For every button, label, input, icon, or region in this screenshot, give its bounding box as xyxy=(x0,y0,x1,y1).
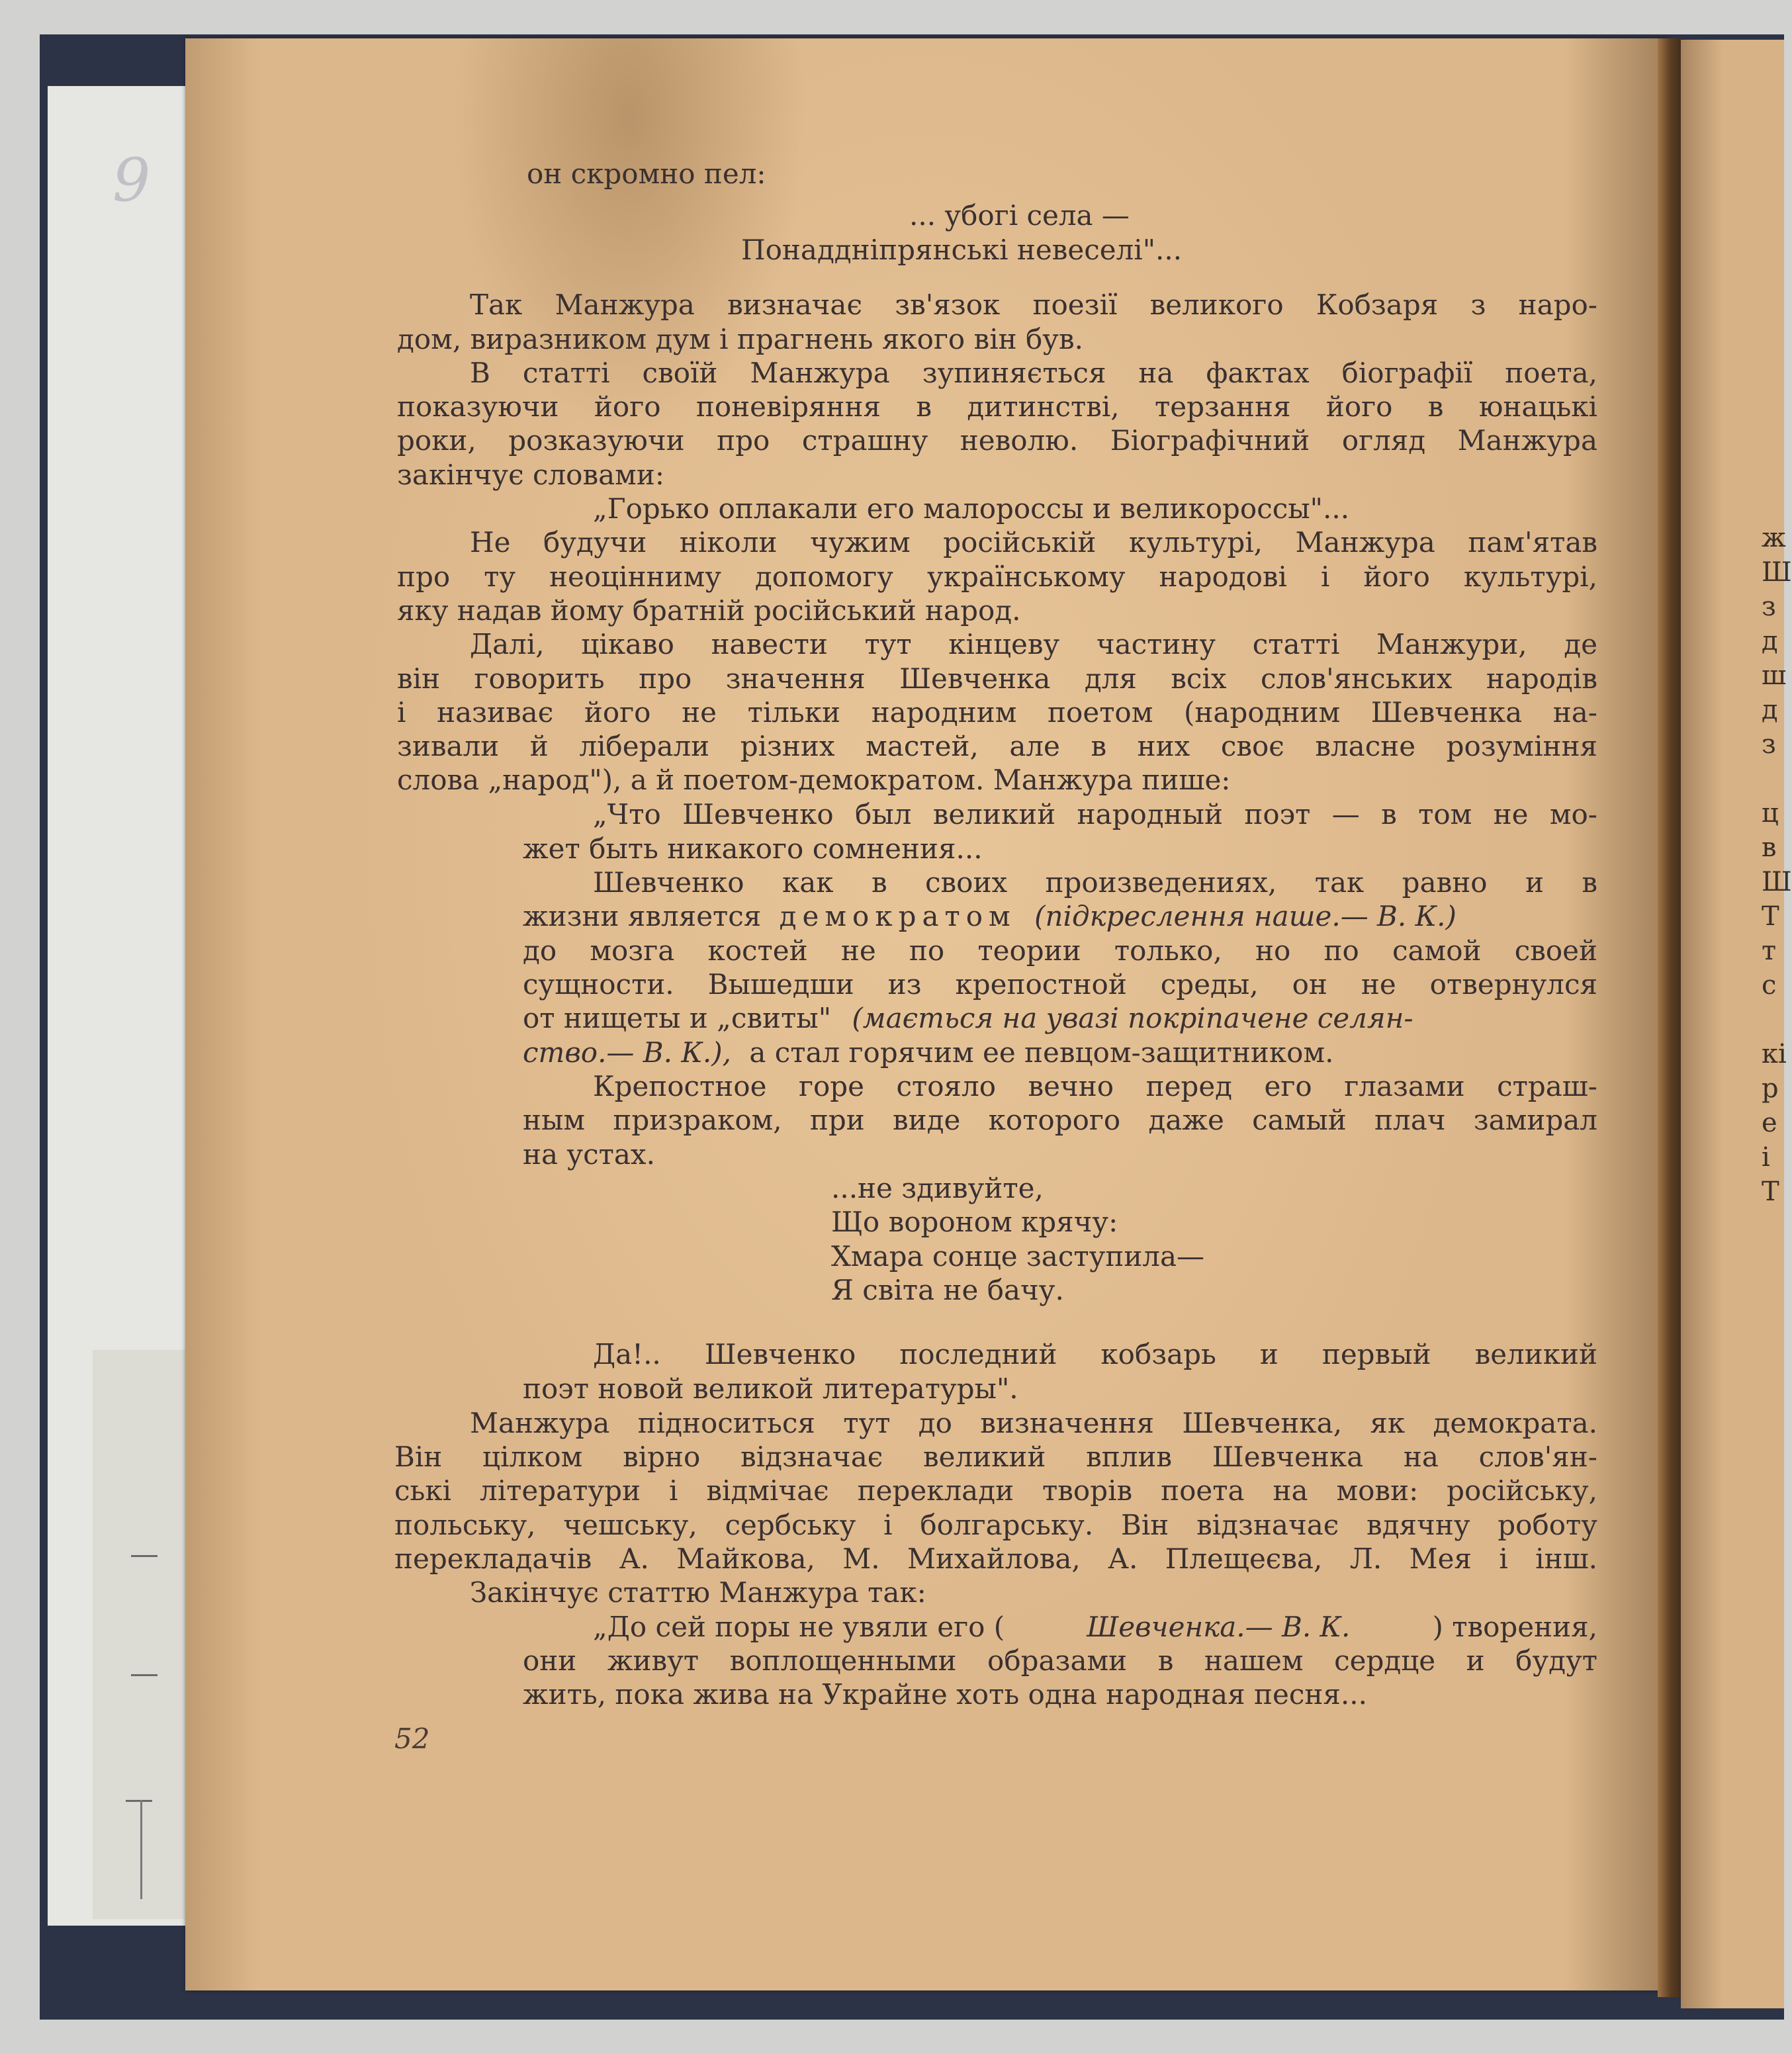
quote-text: от нищеты и „свиты" xyxy=(523,1002,832,1034)
paragraph-line: Він цілком вірно відзначає великий вплив Шевченка на слов'ян- xyxy=(394,1441,1597,1473)
paragraph-line: і називає його не тільки народним поетом (народним Шевченка на- xyxy=(397,696,1597,729)
next-page-text: Т xyxy=(1762,1177,1779,1207)
quote-line: они живут воплощенными образами в нашем сердце и будут xyxy=(523,1644,1597,1677)
next-page-text: ц xyxy=(1762,798,1779,828)
paragraph-line: Далі, цікаво навести тут кінцеву частину статті Манжури, де xyxy=(470,628,1597,660)
quote-line: Крепостное горе стояло вечно перед его глазами страш- xyxy=(593,1070,1597,1102)
paragraph-line: польську, чешську, сербську і болгарську. Він відзначає вдячну роботу xyxy=(394,1509,1597,1541)
book-gutter xyxy=(1658,38,1684,1997)
quote-line: на устах. xyxy=(523,1138,655,1171)
page-number: 52 xyxy=(394,1722,430,1755)
quote-line xyxy=(523,900,1456,932)
quote-text: а стал горячим ее певцом-защитником. xyxy=(749,1036,1334,1069)
quote-line: сущности. Вышедши из крепостной среды, он не отвернулся xyxy=(523,968,1597,1001)
margin-line xyxy=(140,1800,142,1899)
quote-line xyxy=(523,1036,1334,1069)
paragraph-line: Закінчує статтю Манжура так: xyxy=(470,1576,926,1609)
next-page-text: т xyxy=(1762,936,1777,966)
quote-line: „Что Шевченко был великий народный поэт — в том не мо- xyxy=(593,798,1597,830)
next-page-text: с xyxy=(1762,970,1777,1001)
next-page-text: р xyxy=(1762,1073,1779,1104)
paragraph-line: закінчує словами: xyxy=(397,459,664,491)
quote-line: Шевченко как в своих произведениях, так равно и в xyxy=(593,866,1597,899)
poem-line: ...не здивуйте, xyxy=(831,1172,1044,1204)
paragraph-line: роки, розказуючи про страшну неволю. Біографічний огляд Манжура xyxy=(397,424,1597,457)
quote-line xyxy=(523,1002,1413,1034)
next-page-text: ш xyxy=(1762,660,1787,691)
paragraph-line: Манжура підноситься тут до визначення Шевченка, як демократа. xyxy=(470,1407,1597,1439)
next-page-text: е xyxy=(1762,1108,1777,1138)
paragraph-line: дом, виразником дум і прагнень якого він був. xyxy=(397,323,1083,355)
paragraph-line: зивали й ліберали різних мастей, але в них своє власне розуміння xyxy=(397,730,1597,762)
quote-line: жить, пока жива на Украйне хоть одна народная песня... xyxy=(523,1678,1367,1711)
next-page-text: Ш xyxy=(1762,557,1792,588)
paragraph-line: він говорить про значення Шевченка для всіх слов'янських народів xyxy=(397,662,1597,695)
paragraph-line: про ту неоцінниму допомогу українському народові і його культурі, xyxy=(397,560,1597,593)
paragraph-line: Не будучи ніколи чужим російській культурі, Манжура пам'ятав xyxy=(470,526,1597,558)
poem-line: Понаддніпрянські невеселі"... xyxy=(741,234,1183,266)
quote-line: поэт новой великой литературы". xyxy=(523,1372,1018,1405)
next-page-text: д xyxy=(1762,626,1778,656)
quote-line xyxy=(593,1613,1597,1641)
editor-note: ство.— В. К.), xyxy=(523,1036,731,1069)
margin-tick xyxy=(131,1555,157,1557)
editor-note: Шевченка.— В. К. xyxy=(1087,1611,1351,1643)
paragraph-line: показуючи його поневіряння в дитинстві, терзання його в юнацькі xyxy=(397,390,1597,423)
quote-text: жизни является xyxy=(523,900,762,932)
margin-tick xyxy=(131,1674,157,1676)
poem-line: ... убогі села — xyxy=(909,199,1130,232)
paragraph-line: яку надав йому братній російський народ. xyxy=(397,594,1021,627)
editor-note: (мається на увазі покріпачене селян- xyxy=(852,1002,1413,1034)
next-page-text: кі xyxy=(1762,1039,1787,1069)
quote-line: Да!.. Шевченко последний кобзарь и первый великий xyxy=(593,1338,1597,1370)
next-page-text: Т xyxy=(1762,901,1779,932)
paragraph-line: Так Манжура визначає зв'язок поезії великого Кобзаря з наро- xyxy=(470,289,1597,321)
next-page-text: Ш xyxy=(1762,867,1792,897)
poem-line: Хмара сонце заступила— xyxy=(831,1240,1205,1273)
paragraph-line: В статті своїй Манжура зупиняється на фактах біографії поета, xyxy=(470,357,1597,389)
quote-text: ) творения, xyxy=(1432,1611,1597,1643)
paragraph-line: слова „народ"), а й поетом-демократом. Манжура пише: xyxy=(397,764,1231,796)
text-line: он скромно пел: xyxy=(527,157,766,190)
quote-line: „Горько оплакали его малороссы и великороссы"... xyxy=(593,492,1350,525)
next-page-text: з xyxy=(1762,729,1776,760)
next-page-edge xyxy=(1681,40,1787,2008)
poem-line: Що вороном крячу: xyxy=(831,1206,1118,1238)
quote-text: „До сей поры не увяли его ( xyxy=(593,1611,1005,1643)
poem-line: Я світа не бачу. xyxy=(831,1274,1064,1306)
pencil-mark: 9 xyxy=(112,146,151,215)
next-page-text: д xyxy=(1762,695,1778,725)
next-page-text: з xyxy=(1762,592,1776,622)
quote-line: ным призраком, при виде которого даже самый плач замирал xyxy=(523,1104,1597,1136)
paragraph-line: ські літератури і відмічає переклади творів поета на мови: російську, xyxy=(394,1474,1597,1507)
emphasis-text: демократом xyxy=(779,900,1016,932)
next-page-text: і xyxy=(1762,1142,1770,1173)
paragraph-line: перекладачів А. Майкова, М. Михайлова, А. Плещеєва, Л. Мея і інш. xyxy=(394,1542,1597,1575)
next-page-text: в xyxy=(1762,832,1777,863)
margin-tick xyxy=(126,1800,152,1802)
next-page-text: ж xyxy=(1762,523,1786,553)
quote-line: жет быть никакого сомнения... xyxy=(523,832,983,865)
quote-line: до мозга костей не по теории только, но по самой своей xyxy=(523,934,1597,967)
editor-note: (підкреслення наше.— В. К.) xyxy=(1034,900,1456,932)
